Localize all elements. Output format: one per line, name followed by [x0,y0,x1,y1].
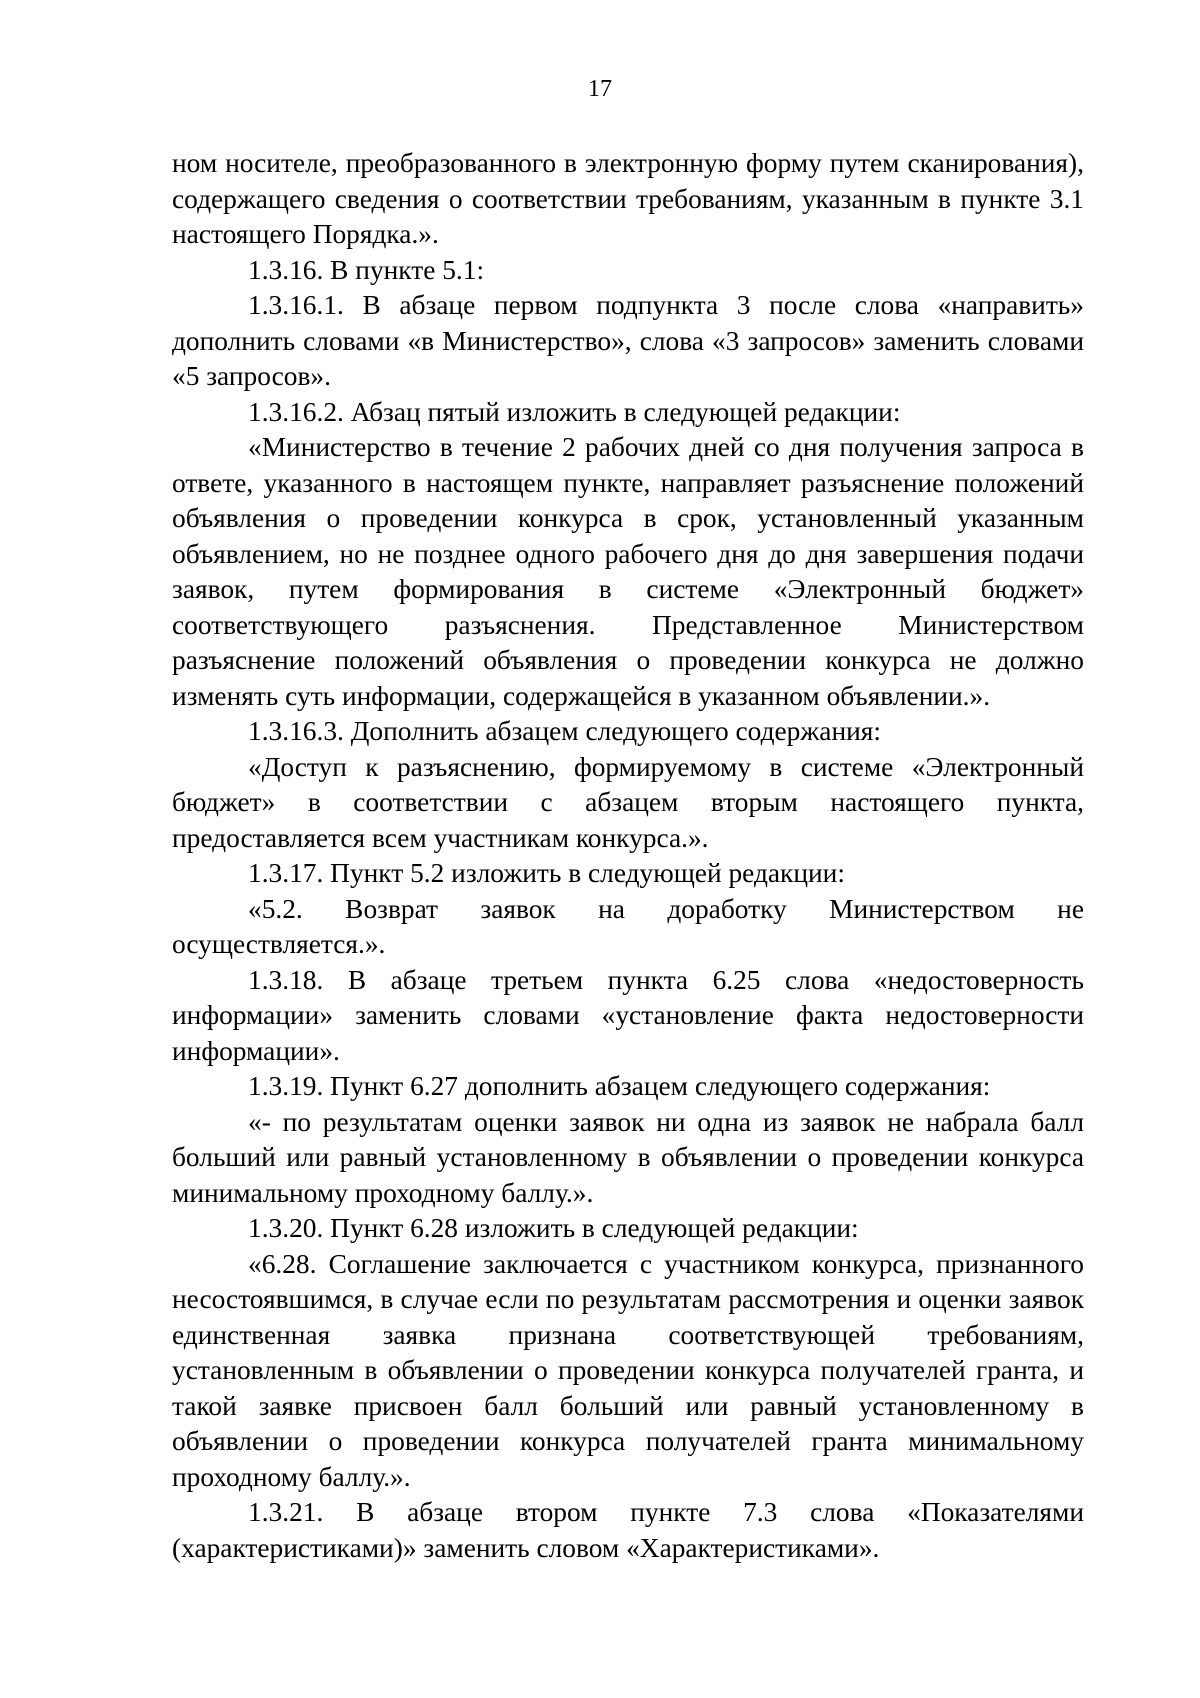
paragraph-continuation: ном носителе, преобразованного в электронную форму путем сканирования), содержащего сведения о соответствии требованиям, указанным в пункте 3.1 настоящего Порядка.». [172,148,1084,249]
document-body [172,146,1084,1566]
paragraph-1-3-19: 1.3.19. Пункт 6.27 дополнить абзацем следующего содержания: [248,1071,991,1101]
paragraph-1-3-20: 1.3.20. Пункт 6.28 изложить в следующей редакции: [248,1213,859,1243]
quoted-paragraph-evaluation-results: «- по результатам оценки заявок ни одна из заявок не набрала балл больший или равный установленному в объявлении о проведении конкурса минимальному проходному баллу.». [172,1106,1084,1208]
quoted-paragraph-access-clarification: «Доступ к разъяснению, формируемому в системе «Электронный бюджет» в соответствии с абзацем вторым настоящего пункта, предоставляется всем участникам конкурса.». [172,751,1084,853]
paragraph-1-3-16-1: 1.3.16.1. В абзаце первом подпункта 3 после слова «направить» дополнить словами «в Министерство», слова «3 запросов» заменить словами «5 запросов». [172,290,1084,391]
paragraph-1-3-18: 1.3.18. В абзаце третьем пункта 6.25 слова «недостоверность информации» заменить словами «установление факта недостоверности информации». [172,964,1084,1066]
paragraph-1-3-17: 1.3.17. Пункт 5.2 изложить в следующей редакции: [248,858,845,888]
quoted-paragraph-ministry-clarification: «Министерство в течение 2 рабочих дней со дня получения запроса в ответе, указанного в настоящем пункте, направляет разъяснение положений объявления о проведении конкурса в срок, установленный указанным объявлением, но не позднее одного рабочего дня до дня завершения подачи заявок, путем формирования в системе «Электронный бюджет» соответствующего разъяснения. Представленное Министерством разъяснение положений объявления о проведении конкурса не должно изменять суть информации, содержащейся в указанном объявлении.». [172,432,1084,711]
quoted-paragraph-6-28: «6.28. Соглашение заключается с участником конкурса, признанного несостоявшимся, в случае если по результатам рассмотрения и оценки заявок единственная заявка признана соответствующей требованиям, установленным в объявлении о проведении конкурса получателей гранта, и такой заявке присвоен балл больший или равный установленному в объявлении о проведении конкурса получателей гранта минимальному проходному баллу.». [172,1248,1084,1492]
quoted-paragraph-5-2: «5.2. Возврат заявок на доработку Министерством не осуществляется.». [172,893,1084,959]
paragraph-1-3-16-2: 1.3.16.2. Абзац пятый изложить в следующей редакции: [248,396,901,427]
page-number: 17 [588,76,612,102]
paragraph-1-3-16: 1.3.16. В пункте 5.1: [248,254,485,285]
paragraph-1-3-21: 1.3.21. В абзаце втором пункте 7.3 слова «Показателями (характеристиками)» заменить словом «Характеристиками». [172,1497,1084,1563]
paragraph-1-3-16-3: 1.3.16.3. Дополнить абзацем следующего содержания: [248,716,881,746]
